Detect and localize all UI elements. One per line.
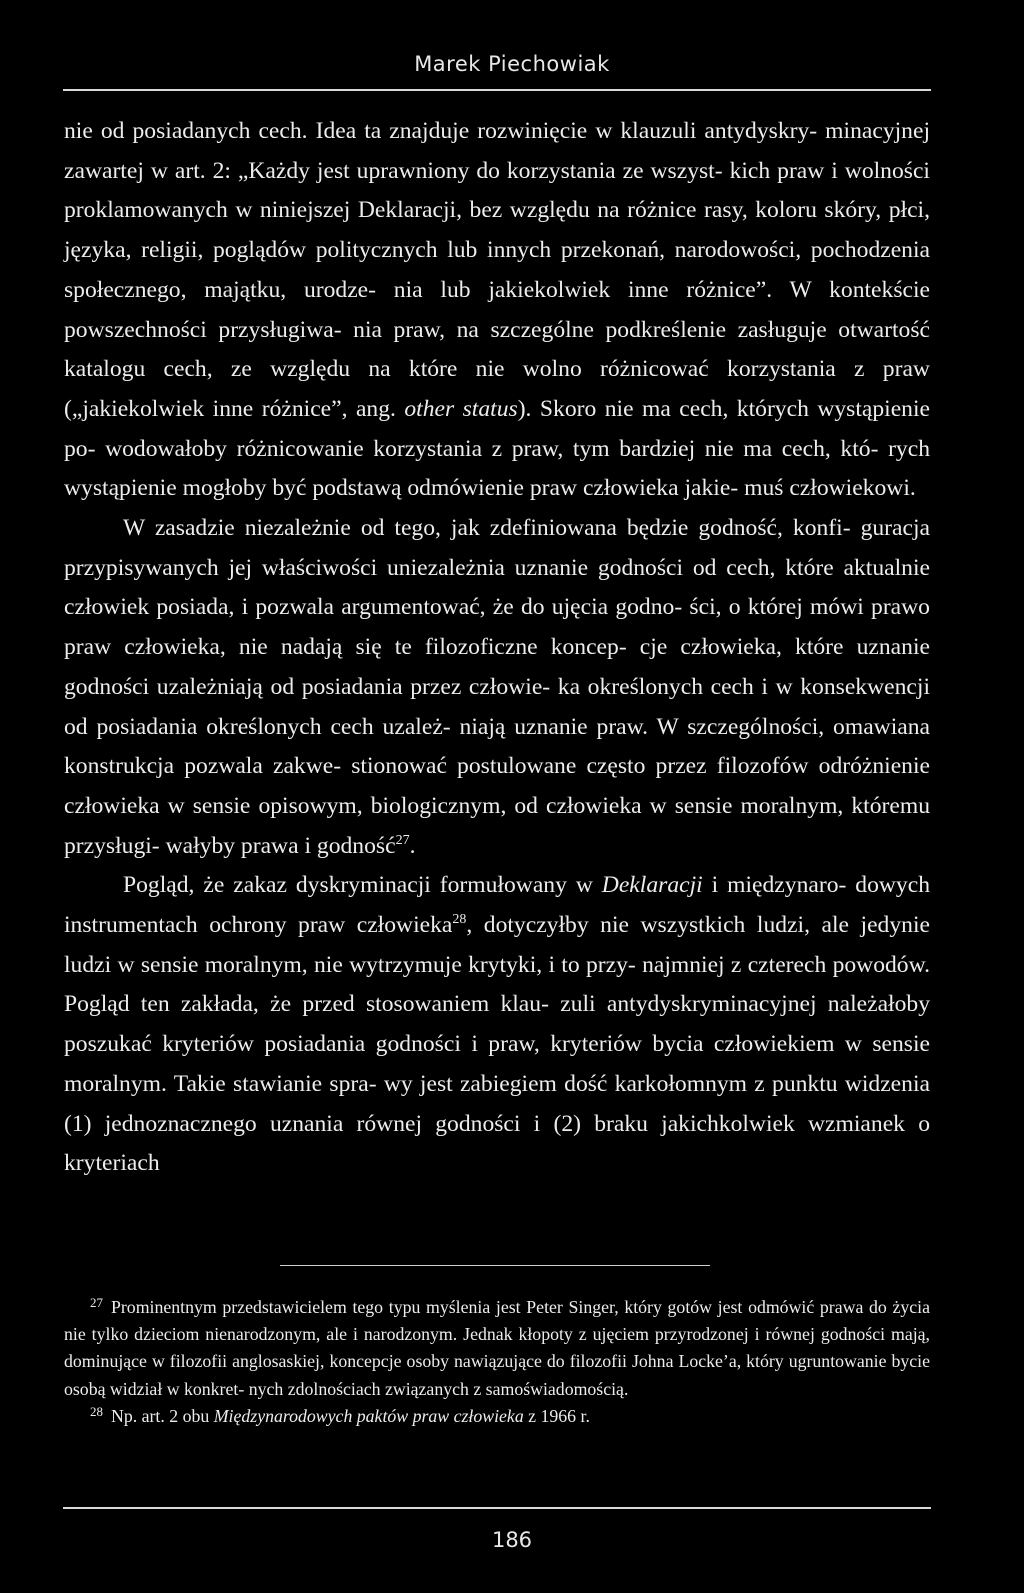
text-line: W zasadzie niezależnie od tego, jak zdefiniowana będzie godność, konfi-	[123, 515, 851, 542]
footnote-number: 27	[90, 1295, 103, 1310]
text-segment: inne różnice”, ang.	[212, 395, 405, 422]
text-line: nia praw, na szczególne podkreślenie zasługuje otwartość katalogu cech, ze	[64, 316, 930, 383]
paragraph	[64, 509, 930, 866]
text-line: guracja przypisywanych jej właściwości uniezależnia uznanie godności od cech,	[64, 515, 930, 581]
text-segment: i międzynaro-	[702, 872, 847, 899]
text-line: nie od posiadanych cech. Idea ta znajduje rozwinięcie w klauzuli antydyskry-	[64, 118, 818, 144]
text-line: rych wystąpienie mogłoby być podstawą odmówienie praw człowieka jakie-	[64, 435, 930, 502]
text-line: osoby nawiązujące do filozofii Johna Locke’a, który ugruntowanie bycie osobą widział w konkret-	[64, 1351, 930, 1399]
footnote	[64, 1294, 930, 1403]
main-text	[64, 112, 930, 1184]
text-line: nych zdolnościach związanych z samoświadomością.	[248, 1378, 629, 1399]
footnote-separator	[280, 1265, 710, 1266]
footnote-reference: 27	[395, 832, 410, 848]
text-line: względu na które nie wolno różnicować korzystania z praw („jakiekolwiek	[64, 356, 930, 422]
text-line: ka określonych cech i w konsekwencji od posiadania określonych cech uzależ-	[64, 673, 930, 740]
text-line: minacyjnej zawartej w art. 2: „Każdy jest uprawniony do korzystania ze wszyst-	[64, 118, 930, 184]
text-line: które aktualnie człowiek posiada, i pozwala argumentować, że do ujęcia godno-	[64, 554, 931, 621]
text-line: najmniej z czterech powodów. Pogląd ten zakłada, że przed stosowaniem klau-	[64, 951, 930, 1018]
text-line: uznania równej godności i (2) braku jakichkolwiek wzmianek o kryteriach	[64, 1110, 930, 1177]
text-segment: dowych instrumentach ochrony praw człowieka	[64, 872, 930, 939]
text-segment: ). Skoro nie ma cech, których wystąpienie po-	[64, 395, 931, 462]
italic-text: other status	[404, 395, 518, 422]
text-line: na różnice rasy, koloru skóry, płci, języka, religii, poglądów politycznych lub	[64, 197, 931, 264]
text-line	[166, 833, 416, 859]
text-segment: Pogląd, że zakaz dyskryminacji formułowany w	[123, 872, 602, 899]
text-line: wodowałoby różnicowanie korzystania z praw, tym bardziej nie ma cech, któ-	[105, 435, 879, 462]
text-segment: wałyby prawa i godność	[165, 832, 396, 859]
text-line	[111, 1406, 590, 1426]
text-segment: Np. art. 2 obu	[111, 1405, 214, 1426]
text-line	[123, 872, 846, 898]
running-header-author: Marek Piechowiak	[414, 52, 610, 76]
text-line: innych przekonań, narodowości, pochodzenia społecznego, majątku, urodze-	[64, 237, 931, 303]
text-line: stionować postulowane często przez filozofów odróżnienie człowieka w sensie	[64, 753, 931, 819]
text-line: ludzi, ale jedynie ludzi w sensie moralnym, nie wytrzymuje krytyki, i to przy-	[64, 912, 930, 978]
text-line: nia lub jakiekolwiek inne różnice”. W kontekście powszechności przysługiwa-	[64, 276, 930, 343]
text-segment: .	[409, 832, 416, 859]
text-segment: , dotyczyłby nie wszystkich	[466, 912, 746, 939]
italic-text: Międzynarodowych paktów praw człowieka	[213, 1405, 524, 1426]
footer-rule	[63, 1507, 931, 1509]
header-rule	[63, 89, 931, 91]
text-line: z ujęciem przyrodzonej i równej godności mają, dominujące w filozofii anglosaskiej, koncepcje	[64, 1324, 930, 1372]
text-line: wy jest zabiegiem dość karkołomnym z punktu widzenia (1) jednoznacznego	[64, 1070, 930, 1137]
text-line: odmówić prawa do życia nie tylko dzieciom nienarodzonym, ale i narodzonym. Jednak kłopoty	[64, 1297, 930, 1345]
text-line: Prominentnym przedstawicielem tego typu myślenia jest Peter Singer, który gotów jest	[111, 1297, 743, 1317]
footnote	[64, 1403, 930, 1430]
text-line: muś człowiekowi.	[744, 475, 916, 502]
text-line: ści, o której mówi prawo praw człowieka, nie nadają się te filozoficzne koncep-	[64, 594, 930, 661]
footnote-number: 28	[90, 1403, 103, 1419]
page-number: 186	[491, 1528, 533, 1552]
footnotes	[64, 1294, 930, 1430]
text-line: niają uznanie praw. W szczególności, omawiana konstrukcja pozwala zakwe-	[64, 713, 930, 780]
text-line: i praw, kryteriów bycia człowiekiem w sensie moralnym. Takie stawianie spra-	[64, 1031, 931, 1097]
paragraph	[64, 112, 930, 509]
text-line: kich praw i wolności proklamowanych w niniejszej Deklaracji, bez względu	[64, 157, 930, 224]
text-line: opisowym, biologicznym, od człowieka w sensie moralnym, któremu przysługi-	[64, 792, 930, 859]
text-line: zuli antydyskryminacyjnej należałoby poszukać kryteriów posiadania godności	[64, 991, 930, 1058]
italic-text: Deklaracji	[601, 872, 703, 899]
text-segment: z 1966 r.	[523, 1405, 590, 1426]
paragraph	[64, 866, 930, 1184]
footnote-reference: 28	[452, 912, 467, 928]
text-line: cje człowieka, które uznanie godności uzależniają od posiadania przez człowie-	[64, 634, 930, 700]
